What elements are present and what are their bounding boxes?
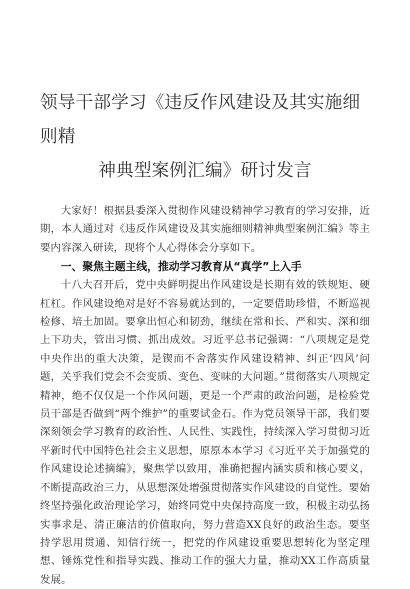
section-1-body: 十八大召开后，党中央鲜明提出作风建设是长期有效的铁规矩、硬杠杠。作风建设绝对是好不容易就达到的，一定要借助珍惜，不断巡视检修、培土加固。要拿出恒心和韧劲，继续在常和长、严和实、深和细上下功夫，管出习惯、抓出成效。习近平总书记强调：“八项规定是党中央作出的重大决策，是锲而不舍落实作风建设精神、纠正‘四风’问题，关乎我们党会不会变质、变色、变味的大问题。”贯彻落实八项规定精神，绝不仅仅是一个作风问题，更是一个严肃的政治问题，是检验党员干部是否做到“两个维护”的重要试金石。作为党员领导干部，我们要深刻领会学习教育的政治性、人民性、实践性，持续深入学习贯彻习近平新时代中国特色社会主义思想，原原本本学习《习近平关于加强党的作风建设论述摘编》，聚焦学以致用，准确把握内涵实质和核心要义，不断提高政治三力，从思想深处增强贯彻落实作风建设的自觉性。要始终坚持强化政治理论学习，始终同党中央保持高度一致，积极主动弘扬实事求是、清正廉洁的价值取向，努力营造XX良好的政治生态。要坚持学思用贯通、知信行统一，把党的作风建设重要思想转化为坚定理想、锤炼党性和指导实践、推动工作的强大力量，推动XX工作高质量发展。 <box>40 279 370 586</box>
title-line-1: 领导干部学习《违反作风建设及其实施细则精 <box>40 93 361 147</box>
title-line-2: 神典型案例汇编》研讨发言 <box>98 161 312 181</box>
intro-paragraph: 大家好！根据县委深入贯彻作风建设精神学习教育的学习安排，近期，本人通过对《违反作风建设及其实施细则精神典型案例汇编》等主要内容深入研读，现将个人心得体会分享如下。 <box>40 205 370 254</box>
section-1-heading: 一、聚焦主题主线，推动学习教育从“真学”上入手 <box>60 260 302 274</box>
document-title <box>40 0 370 188</box>
